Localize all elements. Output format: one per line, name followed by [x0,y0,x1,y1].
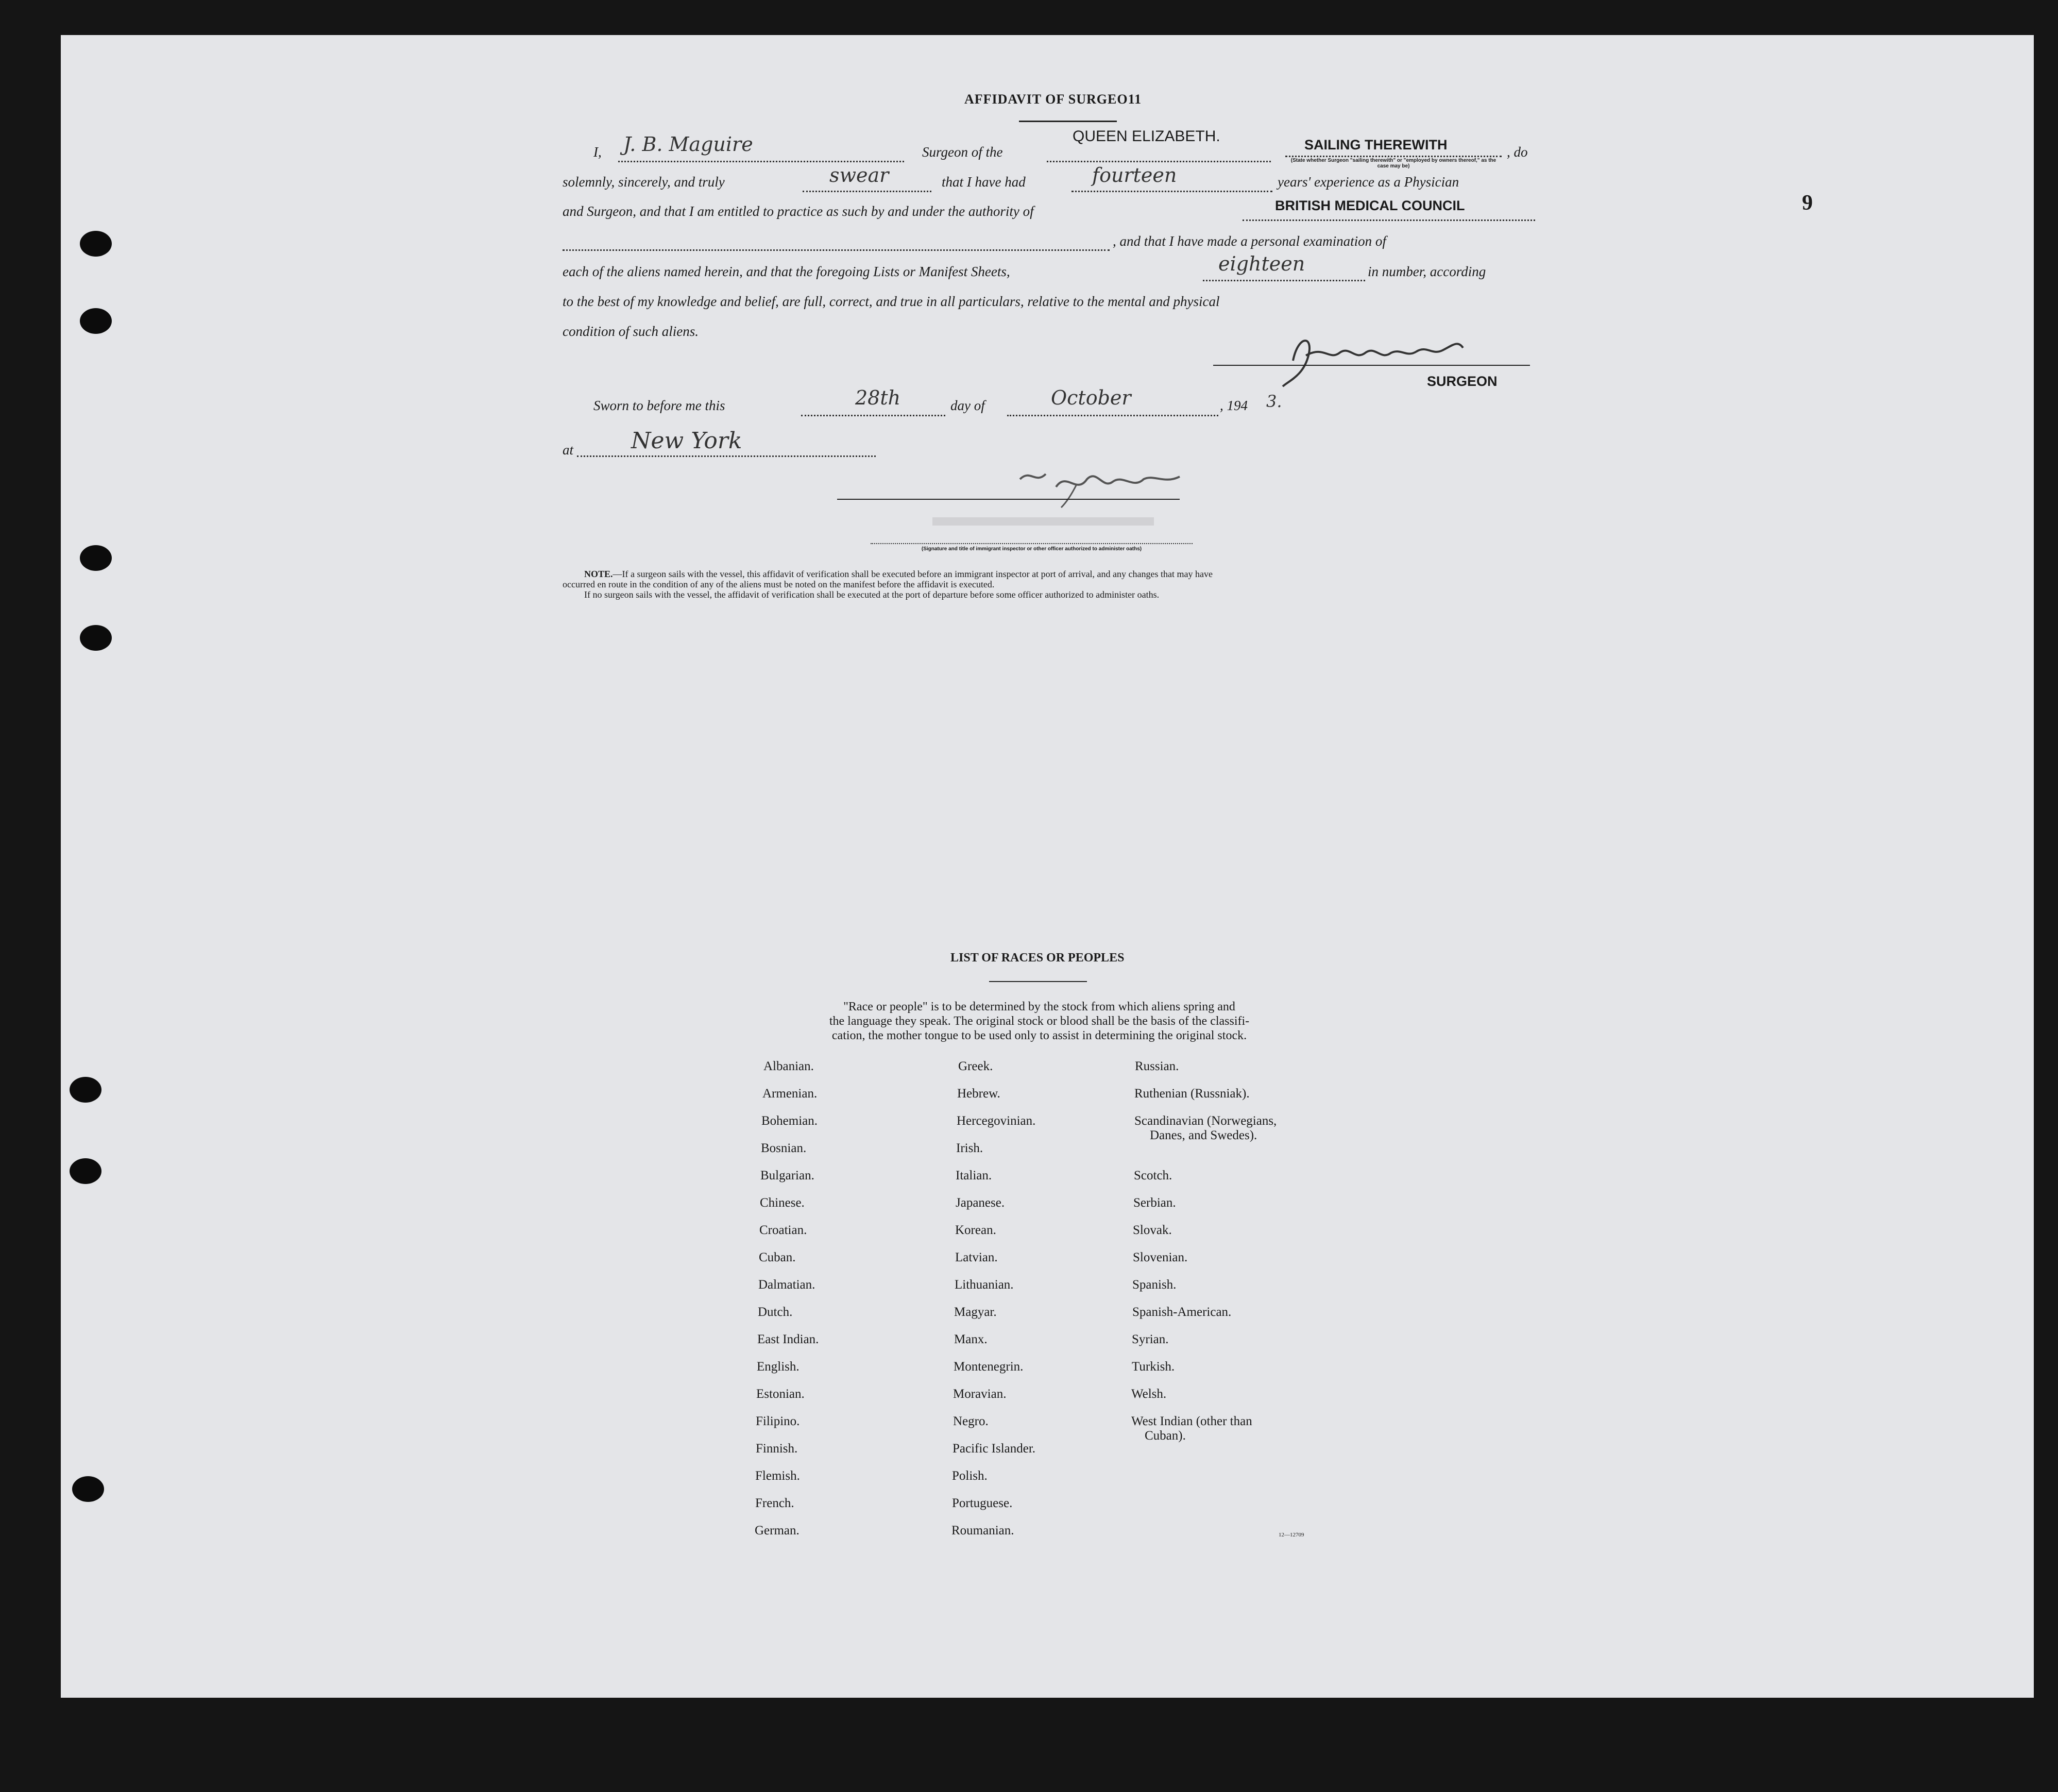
oath-line-text-b: that I have had [942,174,1026,190]
race-item: Bulgarian. [760,1169,814,1182]
affidavit-note [563,569,1531,600]
note-line2: occurred en route in the condition of any of the aliens must be noted on the manifest before the affidavit is executed. [563,579,995,589]
race-item: Armenian. [762,1087,818,1101]
authority-line [1243,219,1535,221]
race-item: Italian. [956,1169,992,1182]
sheets-line-text-b: in number, according [1368,264,1486,279]
race-item: Slovenian. [1133,1250,1188,1264]
punch-hole [80,231,112,257]
race-item: Danes, and Swedes). [1150,1128,1257,1142]
place: New York [631,428,742,454]
race-item: Scandinavian (Norwegians, [1134,1114,1277,1128]
do-label: , do [1507,144,1528,160]
race-item: Lithuanian. [955,1278,1014,1292]
title-underline [1019,121,1117,122]
race-item: Korean. [955,1223,996,1237]
race-item: Manx. [954,1332,988,1346]
race-item: German. [755,1524,800,1537]
race-item: Russian. [1135,1059,1179,1073]
i-label: I, [593,144,602,160]
race-item: English. [757,1360,800,1374]
sworn-day: 28th [855,386,901,409]
races-title: LIST OF RACES OR PEOPLES [950,951,1125,965]
race-item: Cuban. [759,1250,796,1264]
ship-name: QUEEN ELIZABETH. [1073,128,1220,145]
affidavit-title: AFFIDAVIT OF SURGEO11 [964,92,1142,107]
oath-word: swear [829,164,889,187]
races-title-underline [989,981,1087,982]
year-suffix: 3. [1266,392,1282,411]
oath-line-text-c: years' experience as a Physician [1278,174,1459,190]
punch-hole [70,1158,101,1184]
authority: BRITISH MEDICAL COUNCIL [1275,198,1465,213]
condition-line-text: condition of such aliens. [563,324,699,339]
race-item: Finnish. [756,1442,798,1456]
surgeon-signature-line [1213,365,1530,366]
race-item: Welsh. [1131,1387,1167,1401]
officer-signature-line [837,499,1180,500]
officer-caption: (Signature and title of immigrant inspector or other officer authorized to administer oaths) [921,546,1142,552]
race-item: Cuban). [1145,1429,1186,1443]
officer-signature [1010,464,1200,510]
race-item: Latvian. [955,1250,998,1264]
race-item: East Indian. [757,1332,819,1346]
intro-line: cation, the mother tongue to be used only to assist in determining the original stock. [831,1029,1247,1042]
race-item: Dutch. [758,1305,793,1319]
race-item: Estonian. [756,1387,805,1401]
sworn-day-line [801,415,945,416]
sworn-month: October [1051,386,1131,409]
years-line [1071,191,1272,192]
punch-hole [80,545,112,571]
manifest-sheet [61,35,2034,1698]
signature-label: SURGEON [1427,374,1498,389]
sheets-count-line [1203,280,1365,281]
race-item: Hebrew. [957,1087,1000,1101]
race-item: Serbian. [1133,1196,1176,1210]
surgeon-of-label: Surgeon of the [922,144,1003,160]
sailing-status-line [1285,156,1502,157]
punch-hole [72,1476,104,1502]
intro-line: the language they speak. The original stock or blood shall be the basis of the classifi- [829,1015,1250,1028]
authority-continued-line [563,249,1110,251]
oath-word-line [803,191,931,192]
surgeon-name: J. B. Maguire [623,133,753,156]
year-prefix: , 194 [1220,398,1248,413]
intro-line: "Race or people" is to be determined by the stock from which aliens spring and [843,1000,1235,1013]
race-item: Negro. [953,1414,989,1428]
race-item: Montenegrin. [954,1360,1024,1374]
race-item: Hercegovinian. [957,1114,1036,1128]
race-item: Roumanian. [951,1524,1014,1537]
officer-title-stamp [932,517,1154,526]
sworn-label: Sworn to before me this [593,398,725,413]
form-number: 12—12709 [1279,1532,1304,1538]
note-line3: If no surgeon sails with the vessel, the affidavit of verification shall be executed at the port of departure before some officer authorized to administer oaths. [584,589,1160,600]
race-item: Irish. [956,1141,983,1155]
race-item: Portuguese. [952,1496,1013,1510]
race-item: West Indian (other than [1131,1414,1252,1428]
race-item: Bosnian. [761,1141,807,1155]
punch-hole [70,1077,101,1103]
officer-title-line [871,543,1193,544]
race-item: Syrian. [1132,1332,1169,1346]
race-item: Japanese. [956,1196,1005,1210]
race-item: Pacific Islander. [953,1442,1036,1456]
day-of-label: day of [950,398,985,413]
races-intro [762,1000,1316,1043]
punch-hole [80,625,112,651]
race-item: Turkish. [1132,1360,1175,1374]
race-item: Filipino. [756,1414,800,1428]
race-item: Flemish. [755,1469,800,1483]
page-number: 9 [1802,191,1813,215]
note-label: NOTE. [584,569,613,579]
race-item: Slovak. [1133,1223,1172,1237]
sailing-status-note: (State whether Surgeon "sailing therewith" or "employed by owners thereof," as the case may be) [1290,158,1496,169]
oath-line-text-a: solemnly, sincerely, and truly [563,174,725,190]
race-item: Albanian. [763,1059,814,1073]
race-item: Greek. [958,1059,993,1073]
race-item: Croatian. [759,1223,807,1237]
race-item: Polish. [952,1469,988,1483]
sworn-month-line [1007,415,1218,416]
examination-line-text: , and that I have made a personal examination of [1113,233,1386,249]
race-item: Bohemian. [761,1114,818,1128]
note-line1: —If a surgeon sails with the vessel, this affidavit of verification shall be executed before an immigrant inspector at port of arrival, and any changes that may have [613,569,1213,579]
race-item: Chinese. [760,1196,805,1210]
surgeon-name-line [618,161,904,162]
race-item: Dalmatian. [758,1278,815,1292]
race-item: Spanish-American. [1132,1305,1232,1319]
sailing-status: SAILING THEREWITH [1304,137,1448,153]
years-experience: fourteen [1092,164,1177,187]
belief-line-text: to the best of my knowledge and belief, are full, correct, and true in all particulars, relative to the mental and physical [563,294,1220,309]
sheets-count: eighteen [1218,252,1305,275]
race-item: Magyar. [954,1305,997,1319]
authority-line-text: and Surgeon, and that I am entitled to practice as such by and under the authority of [563,204,1034,219]
at-label: at [563,442,574,458]
race-item: Ruthenian (Russniak). [1134,1087,1250,1101]
race-item: French. [755,1496,794,1510]
place-line [577,455,876,457]
race-item: Spanish. [1132,1278,1177,1292]
sheets-line-text-a: each of the aliens named herein, and that the foregoing Lists or Manifest Sheets, [563,264,1010,279]
race-item: Scotch. [1134,1169,1172,1182]
race-item: Moravian. [953,1387,1007,1401]
punch-hole [80,308,112,334]
ship-name-line [1047,161,1271,162]
